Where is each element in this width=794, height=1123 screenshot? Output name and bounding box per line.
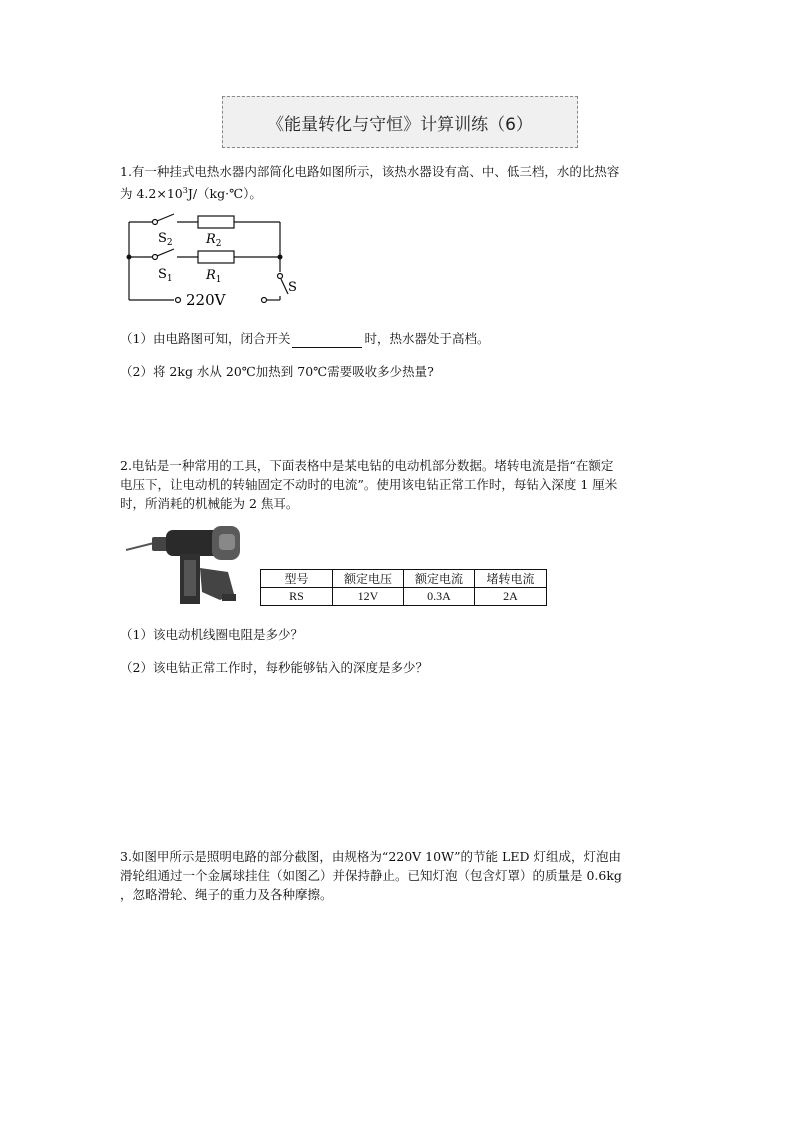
- circuit-diagram: [122, 210, 302, 306]
- label-s: S: [288, 280, 297, 295]
- table-cell: 0.3A: [404, 588, 475, 606]
- q1-sub1: [120, 330, 489, 348]
- q1-line1: 1.有一种挂式电热水器内部简化电路如图所示，该热水器设有高、中、低三档，水的比热容: [120, 164, 620, 179]
- q2-line1: 2.电钻是一种常用的工具，下面表格中是某电钻的电动机部分数据。堵转电流是指“在额定: [120, 458, 614, 473]
- table-header-cell: 额定电流: [404, 570, 475, 588]
- table-cell: 2A: [475, 588, 547, 606]
- q3-line3: ，忽略滑轮、绳子的重力及各种摩擦。: [120, 887, 333, 902]
- q2-line2: 电压下，让电动机的转轴固定不动时的电流”。使用该电钻正常工作时，每钻入深度 1 厘米: [120, 477, 618, 492]
- label-s1: $S_1$: [158, 267, 173, 284]
- electric-drill-image: [124, 520, 246, 608]
- table-header-cell: 堵转电流: [475, 570, 547, 588]
- label-r2: $R_2$: [206, 232, 222, 249]
- label-r1: $R_1$: [206, 268, 222, 285]
- q1-line2-pre: 为 4.2×10: [120, 186, 183, 202]
- q1-sub1-post: 时，热水器处于高档。: [364, 331, 490, 346]
- table-header-row: [261, 570, 547, 588]
- q2-sub2: （2）该电钻正常工作时，每秒能够钻入的深度是多少？: [120, 660, 428, 675]
- q2-sub1: （1）该电动机线圈电阻是多少？: [120, 627, 303, 642]
- q1-sub1-pre: （1）由电路图可知，闭合开关: [120, 331, 291, 346]
- left-junction: [127, 255, 132, 260]
- q2-text: [120, 456, 680, 513]
- table-header-cell: 额定电压: [333, 570, 404, 588]
- table-header-cell: 型号: [261, 570, 333, 588]
- title-box: [222, 96, 578, 148]
- q1-line2-sup: 3: [182, 186, 188, 195]
- q1-text: [120, 162, 680, 203]
- table-cell: RS: [261, 588, 333, 606]
- q1-line2: [120, 181, 680, 203]
- table-row: [261, 588, 547, 606]
- q2-line3: 时，所消耗的机械能为 2 焦耳。: [120, 496, 299, 511]
- q3-line2: 滑轮组通过一个金属球挂住（如图乙）并保持静止。已知灯泡（包含灯罩）的质量是 0.6kg: [120, 868, 622, 883]
- q3-text: [120, 847, 680, 904]
- q1-sub2: （2）将 2kg 水从 20℃加热到 70℃需要吸收多少热量?: [120, 364, 434, 379]
- page-title: 《能量转化与守恒》计算训练（6）: [267, 114, 533, 135]
- q1-line2-post: J/（kg·℃）。: [187, 186, 262, 202]
- label-s2: $S_2$: [158, 231, 173, 248]
- answer-blank[interactable]: [292, 333, 362, 348]
- table-cell: 12V: [333, 588, 404, 606]
- label-voltage: 220V: [186, 291, 226, 306]
- right-junction: [278, 255, 283, 260]
- q3-line1: 3.如图甲所示是照明电路的部分截图，由规格为“220V 10W”的节能 LED 灯组成，灯泡由: [120, 849, 621, 864]
- motor-spec-table: [260, 569, 547, 606]
